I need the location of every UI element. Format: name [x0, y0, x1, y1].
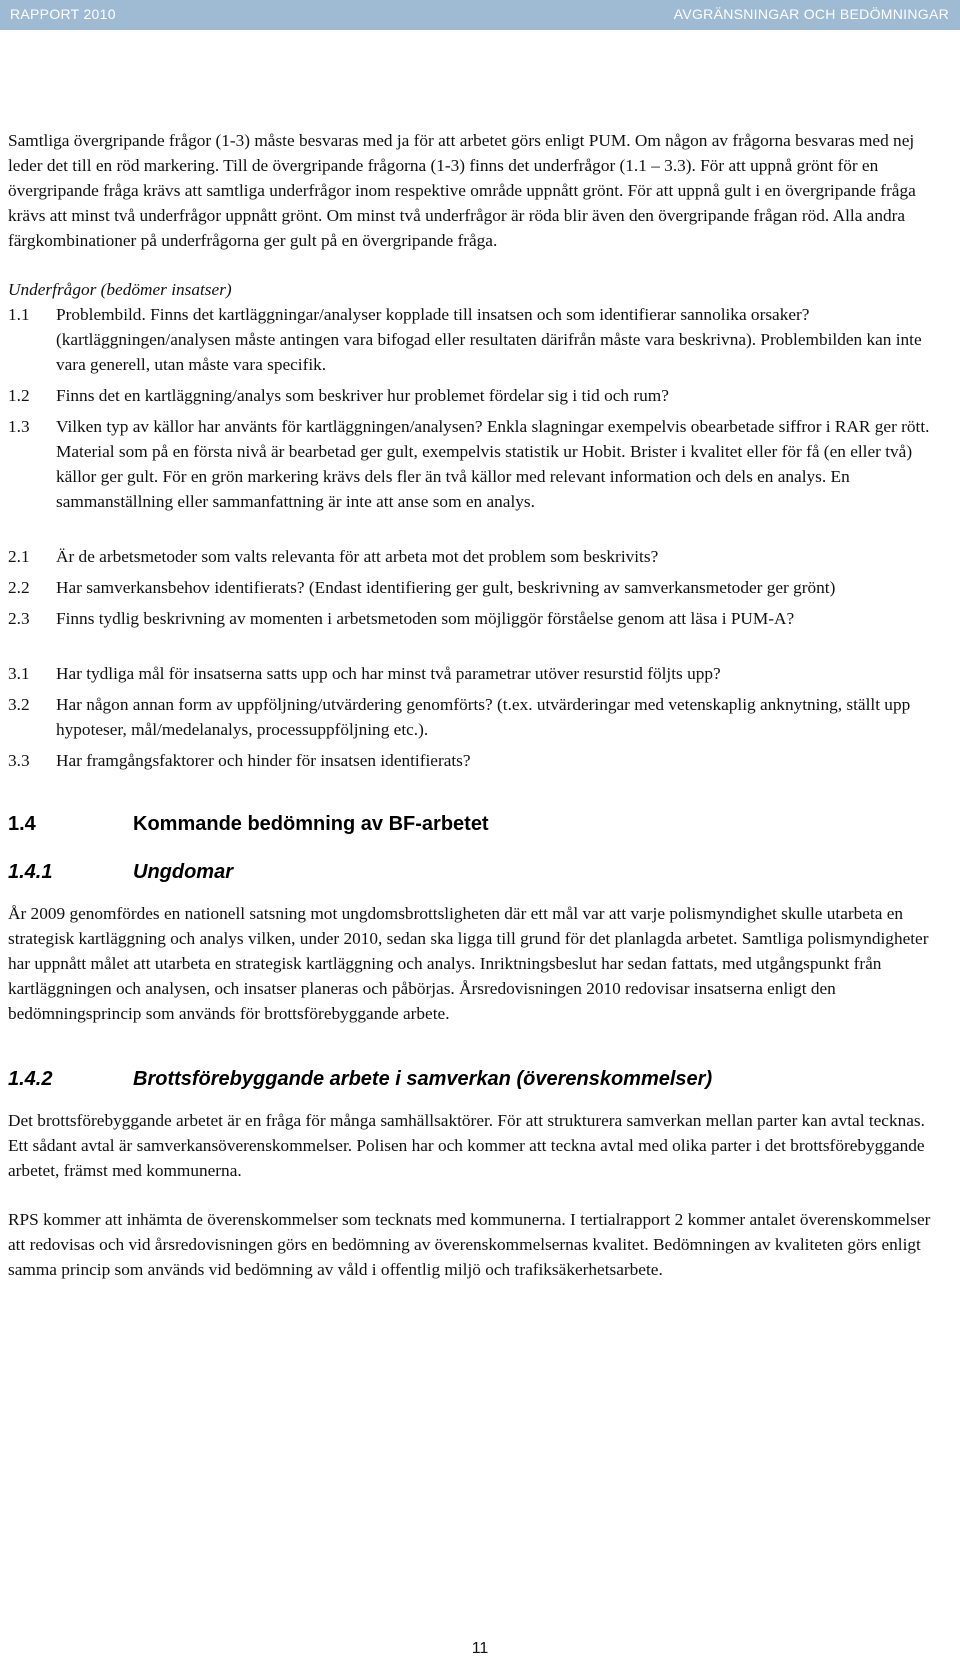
question-item [8, 383, 940, 408]
question-item [8, 748, 940, 773]
question-number: 2.1 [8, 547, 30, 566]
question-text: Har framgångsfaktorer och hinder för insatsen identifierats? [56, 751, 471, 770]
question-text: Vilken typ av källor har använts för kartläggningen/analysen? Enkla slagningar exempelvis obearbetade siffror i RAR ger rött. Material som på en första nivå är bearbetad ger gult, exempelvis statistik ur Hobit. Brister i kvalitet eller för få (en eller två) källor ger gult. För en grön markering krävs dels fler än två källor med relevant information och dels en analys. En sammanställning eller sammanfattning är inte att anse som en analys. [56, 417, 930, 511]
samverkan-paragraph-2: RPS kommer att inhämta de överenskommelser som tecknats med kommunerna. I tertialrapport 2 kommer antalet överenskommelser att redovisas och vid årsredovisningen görs en bedömning av överenskommelsernas kvalitet. Bedömningen av kvaliteten görs enligt samma princip som används vid bedömning av våld i offentlig miljö och trafiksäkerhetsarbete. [8, 1210, 931, 1279]
question-text: Finns tydlig beskrivning av momenten i arbetsmetoden som möjliggör förståelse genom att läsa i PUM-A? [56, 609, 795, 628]
section-number: 1.4 [8, 813, 36, 835]
question-group-3 [8, 661, 940, 773]
question-group-2 [8, 544, 940, 631]
question-text: Finns det en kartläggning/analys som beskriver hur problemet fördelar sig i tid och rum? [56, 386, 669, 405]
subquestions-heading: Underfrågor (bedömer insatser) [8, 280, 232, 299]
page-header-bar [0, 0, 960, 30]
question-item [8, 661, 940, 686]
section-number: 1.4.1 [8, 861, 53, 883]
question-number: 3.2 [8, 695, 30, 714]
question-number: 2.2 [8, 578, 30, 597]
question-number: 2.3 [8, 609, 30, 628]
question-item [8, 606, 940, 631]
question-item [8, 575, 940, 600]
question-text: Problembild. Finns det kartläggningar/analyser kopplade till insatsen och som identifierar sannolika orsaker? (kartläggningen/analysen måste antingen vara bifogad eller resultaten därifrån måste vara beskrivna). Problembilden kan inte vara generell, utan måste vara specifik. [56, 305, 922, 374]
question-text: Är de arbetsmetoder som valts relevanta för att arbeta mot det problem som beskrivits? [56, 547, 659, 566]
question-item [8, 414, 940, 514]
question-number: 3.1 [8, 664, 30, 683]
question-number: 1.2 [8, 386, 30, 405]
report-title: RAPPORT 2010 [10, 6, 116, 22]
section-title: Ungdomar [133, 861, 233, 883]
question-item [8, 692, 940, 742]
chapter-title: AVGRÄNSNINGAR OCH BEDÖMNINGAR [673, 6, 949, 22]
question-text: Har samverkansbehov identifierats? (Endast identifiering ger gult, beskrivning av samverkansmetoder ger grönt) [56, 578, 836, 597]
section-title: Brottsförebyggande arbete i samverkan (överenskommelser) [133, 1068, 713, 1090]
question-text: Har tydliga mål för insatserna satts upp och har minst två parametrar utöver resurstid följts upp? [56, 664, 721, 683]
section-title: Kommande bedömning av BF-arbetet [133, 813, 489, 835]
section-heading-1-4 [8, 811, 940, 837]
question-number: 1.1 [8, 305, 30, 324]
section-number: 1.4.2 [8, 1068, 53, 1090]
intro-paragraph: Samtliga övergripande frågor (1-3) måste besvaras med ja för att arbetet görs enligt PUM. Om någon av frågorna besvaras med nej leder det till en röd markering. Till de övergripande frågorna (1-3) finns det underfrågor (1.1 – 3.3). För att uppnå grönt för en övergripande fråga krävs att samtliga underfrågor inom respektive område uppnått grönt. För att uppnå gult i en övergripande fråga krävs att minst två underfrågor uppnått grönt. Om minst två underfrågor är röda blir även den övergripande frågan röd. Alla andra färgkombinationer på underfrågorna ger gult på en övergripande fråga. [8, 131, 916, 250]
question-number: 3.3 [8, 751, 30, 770]
question-text: Har någon annan form av uppföljning/utvärdering genomförts? (t.ex. utvärderingar med vetenskaplig anknytning, ställt upp hypoteser, mål/medelanalys, processuppföljning etc.). [56, 695, 911, 739]
section-heading-1-4-1 [8, 859, 940, 885]
page-number: 11 [471, 1640, 489, 1657]
ungdomar-paragraph: År 2009 genomfördes en nationell satsning mot ungdomsbrottsligheten där ett mål var att varje polismyndighet skulle utarbeta en strategisk kartläggning och analys vilken, under 2010, sedan ska ligga till grund för det planlagda arbetet. Samtliga polismyndigheter har uppnått målet att utarbeta en strategisk kartläggning och analys. Inriktningsbeslut har sedan fattats, med utgångspunkt från kartläggningen och analysen, och insatser planeras och påbörjas. Årsredovisningen 2010 redovisar insatserna enligt den bedömningsprincip som används för brottsförebyggande arbete. [8, 904, 929, 1023]
samverkan-paragraph-1: Det brottsförebyggande arbetet är en fråga för många samhällsaktörer. För att strukturera samverkan mellan parter kan avtal tecknas. Ett sådant avtal är samverkansöverenskommelser. Polisen har och kommer att teckna avtal med olika parter i det brottsförebyggande arbetet, främst med kommunerna. [8, 1111, 925, 1180]
question-group-1 [8, 302, 940, 514]
question-item [8, 302, 940, 377]
question-number: 1.3 [8, 417, 30, 436]
page-content [8, 128, 940, 1282]
question-item [8, 544, 940, 569]
section-heading-1-4-2 [8, 1066, 940, 1092]
